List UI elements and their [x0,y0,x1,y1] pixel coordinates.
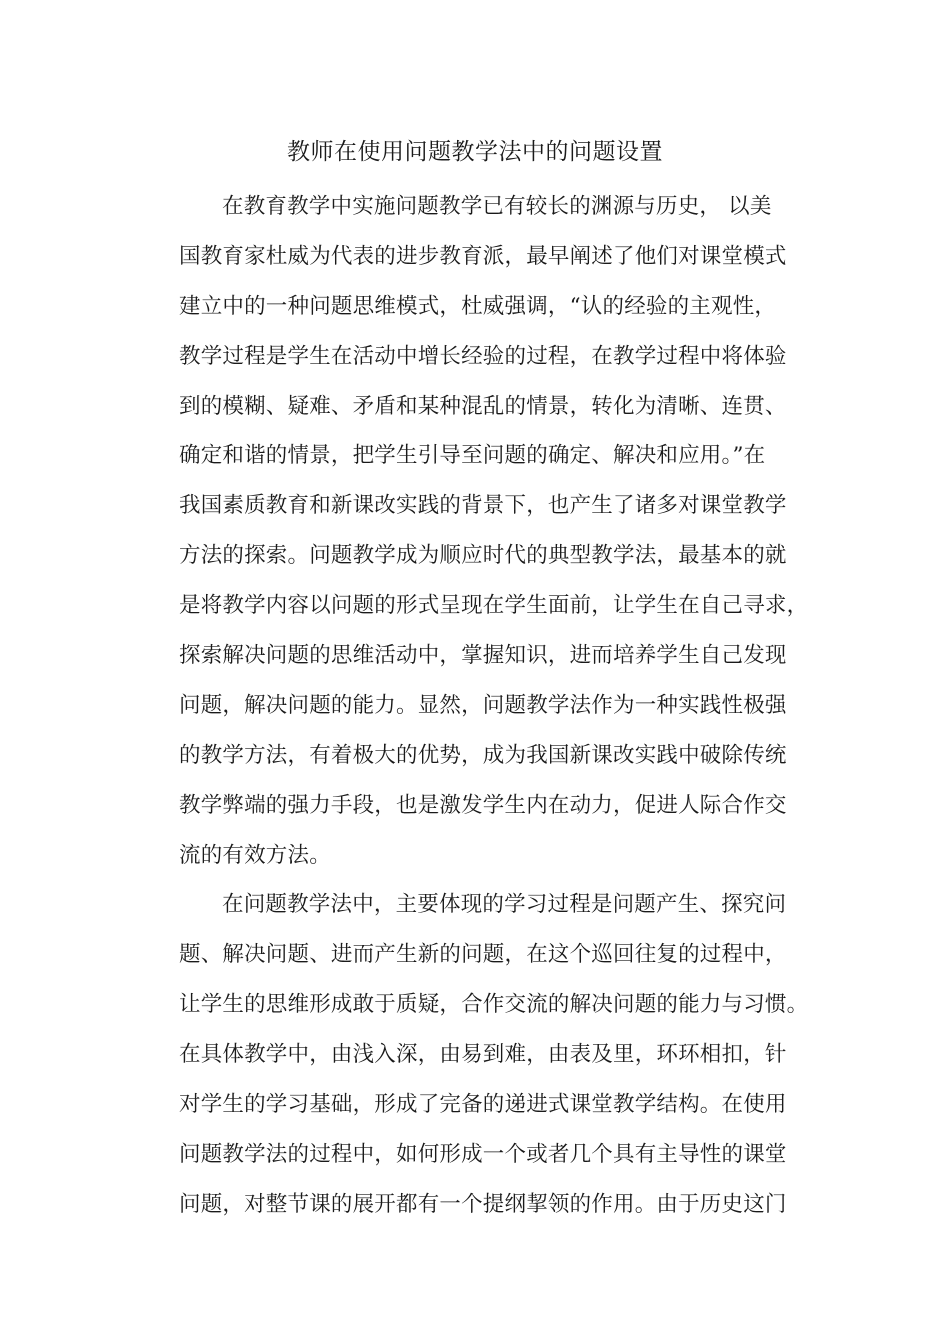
paragraph-2-line-7: 问题，对整节课的展开都有一个提纲挈领的作用。由于历史这门 [179,1191,787,1217]
paragraph-2-line-5: 对学生的学习基础，形成了完备的递进式课堂教学结构。在使用 [179,1092,787,1118]
paragraph-2-line-2: 题、解决问题、进而产生新的问题，在这个巡回往复的过程中， [179,942,787,968]
paragraph-1-line-6: 确定和谐的情景，把学生引导至问题的确定、解决和应用。”在 [179,443,766,469]
paragraph-1-line-3: 建立中的一种问题思维模式，杜威强调，“认的经验的主观性， [179,293,777,319]
paragraph-1-line-5: 到的模糊、疑难、矛盾和某种混乱的情景，转化为清晰、连贯、 [179,393,787,419]
paragraph-1-line-1: 在教育教学中实施问题教学已有较长的渊源与历史， 以美 [222,194,772,219]
paragraph-1-line-14: 流的有效方法。 [179,842,331,868]
paragraph-1-line-10: 探索解决问题的思维活动中，掌握知识，进而培养学生自己发现 [179,643,787,669]
paragraph-2-line-3: 让学生的思维形成敢于质疑，合作交流的解决问题的能力与习惯。 [179,992,809,1018]
paragraph-1-line-12: 的教学方法，有着极大的优势，成为我国新课改实践中破除传统 [179,742,787,768]
paragraph-1-line-13: 教学弊端的强力手段，也是激发学生内在动力，促进人际合作交 [179,792,787,818]
paragraph-2-line-6: 问题教学法的过程中，如何形成一个或者几个具有主导性的课堂 [179,1141,787,1167]
document-body [179,182,819,1230]
paragraph-1-line-7: 我国素质教育和新课改实践的背景下，也产生了诸多对课堂教学 [179,493,787,519]
paragraph-1-line-9: 是将教学内容以问题的形式呈现在学生面前，让学生在自己寻求， [179,593,809,619]
paragraph-2-line-1: 在问题教学法中，主要体现的学习过程是问题产生、探究问 [222,892,787,918]
paragraph-1-line-8: 方法的探索。问题教学成为顺应时代的典型教学法，最基本的就 [179,543,787,569]
paragraph-1-line-4: 教学过程是学生在活动中增长经验的过程，在教学过程中将体验 [179,343,787,369]
paragraph-2-line-4: 在具体教学中，由浅入深，由易到难，由表及里，环环相扣，针 [179,1042,787,1068]
paragraph-1-line-2: 国教育家杜威为代表的进步教育派，最早阐述了他们对课堂模式 [179,243,787,269]
paragraph-1-line-11: 问题，解决问题的能力。显然，问题教学法作为一种实践性极强 [179,692,787,718]
document-title: 教师在使用问题教学法中的问题设置 [287,139,663,165]
